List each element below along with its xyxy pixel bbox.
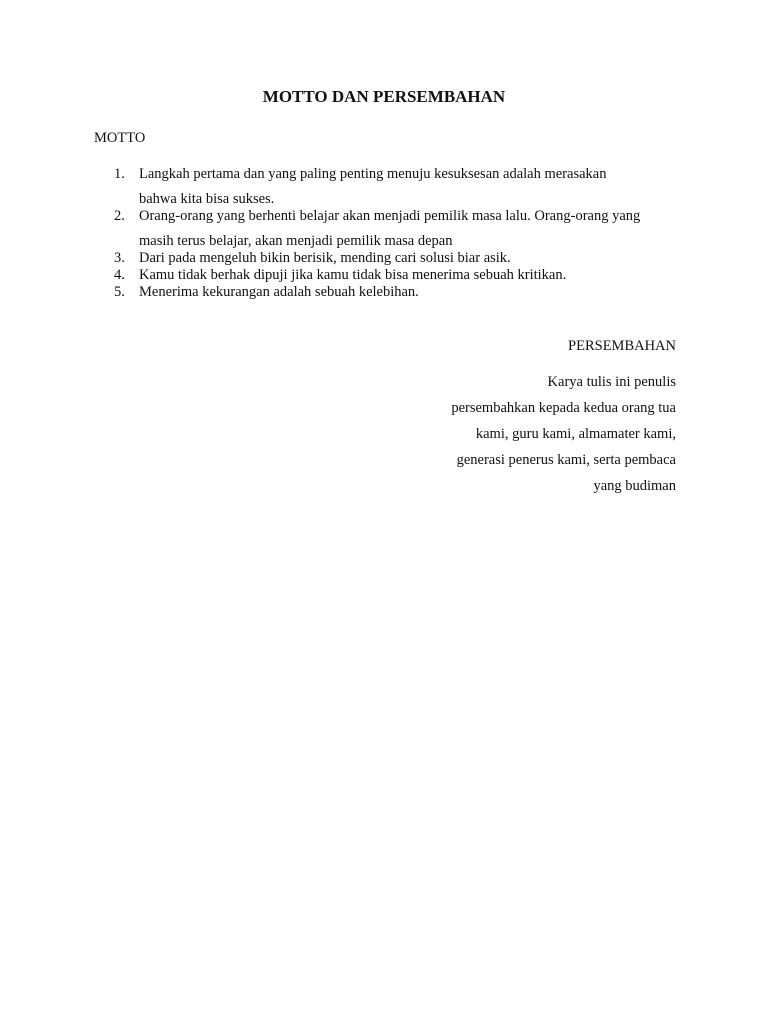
motto-item-text: Langkah pertama dan yang paling penting menuju kesuksesan adalah merasakan xyxy=(139,166,607,182)
dedication-line: generasi penerus kami, serta pembaca xyxy=(456,452,676,468)
motto-item xyxy=(94,284,684,301)
motto-item-number: 4. xyxy=(114,267,125,283)
dedication-line: yang budiman xyxy=(593,478,676,494)
motto-item-text: Dari pada mengeluh bikin berisik, mending cari solusi biar asik. xyxy=(139,250,511,266)
motto-item-text: Orang-orang yang berhenti belajar akan menjadi pemilik masa lalu. Orang-orang yang xyxy=(139,208,641,224)
motto-item xyxy=(94,250,684,267)
persembahan-heading: PERSEMBAHAN xyxy=(568,338,676,354)
page-title: MOTTO DAN PERSEMBAHAN xyxy=(262,87,506,106)
motto-item-number: 1. xyxy=(114,166,125,182)
motto-item-text: bahwa kita bisa sukses. xyxy=(139,191,275,207)
motto-item-text: masih terus belajar, akan menjadi pemilik masa depan xyxy=(139,233,453,249)
motto-item xyxy=(94,267,684,284)
motto-item xyxy=(94,166,684,208)
dedication-text xyxy=(276,373,676,503)
motto-item-text: Kamu tidak berhak dipuji jika kamu tidak bisa menerima sebuah kritikan. xyxy=(139,267,567,283)
motto-item-number: 5. xyxy=(114,284,125,300)
motto-heading: MOTTO xyxy=(94,130,146,146)
dedication-line: persembahkan kepada kedua orang tua xyxy=(451,400,676,416)
motto-item-number: 3. xyxy=(114,250,125,266)
motto-item-text: Menerima kekurangan adalah sebuah kelebihan. xyxy=(139,284,419,300)
dedication-line: kami, guru kami, almamater kami, xyxy=(475,426,676,442)
dedication-line: Karya tulis ini penulis xyxy=(547,374,676,390)
motto-item-number: 2. xyxy=(114,208,125,224)
motto-item xyxy=(94,208,684,250)
motto-list xyxy=(94,166,684,301)
